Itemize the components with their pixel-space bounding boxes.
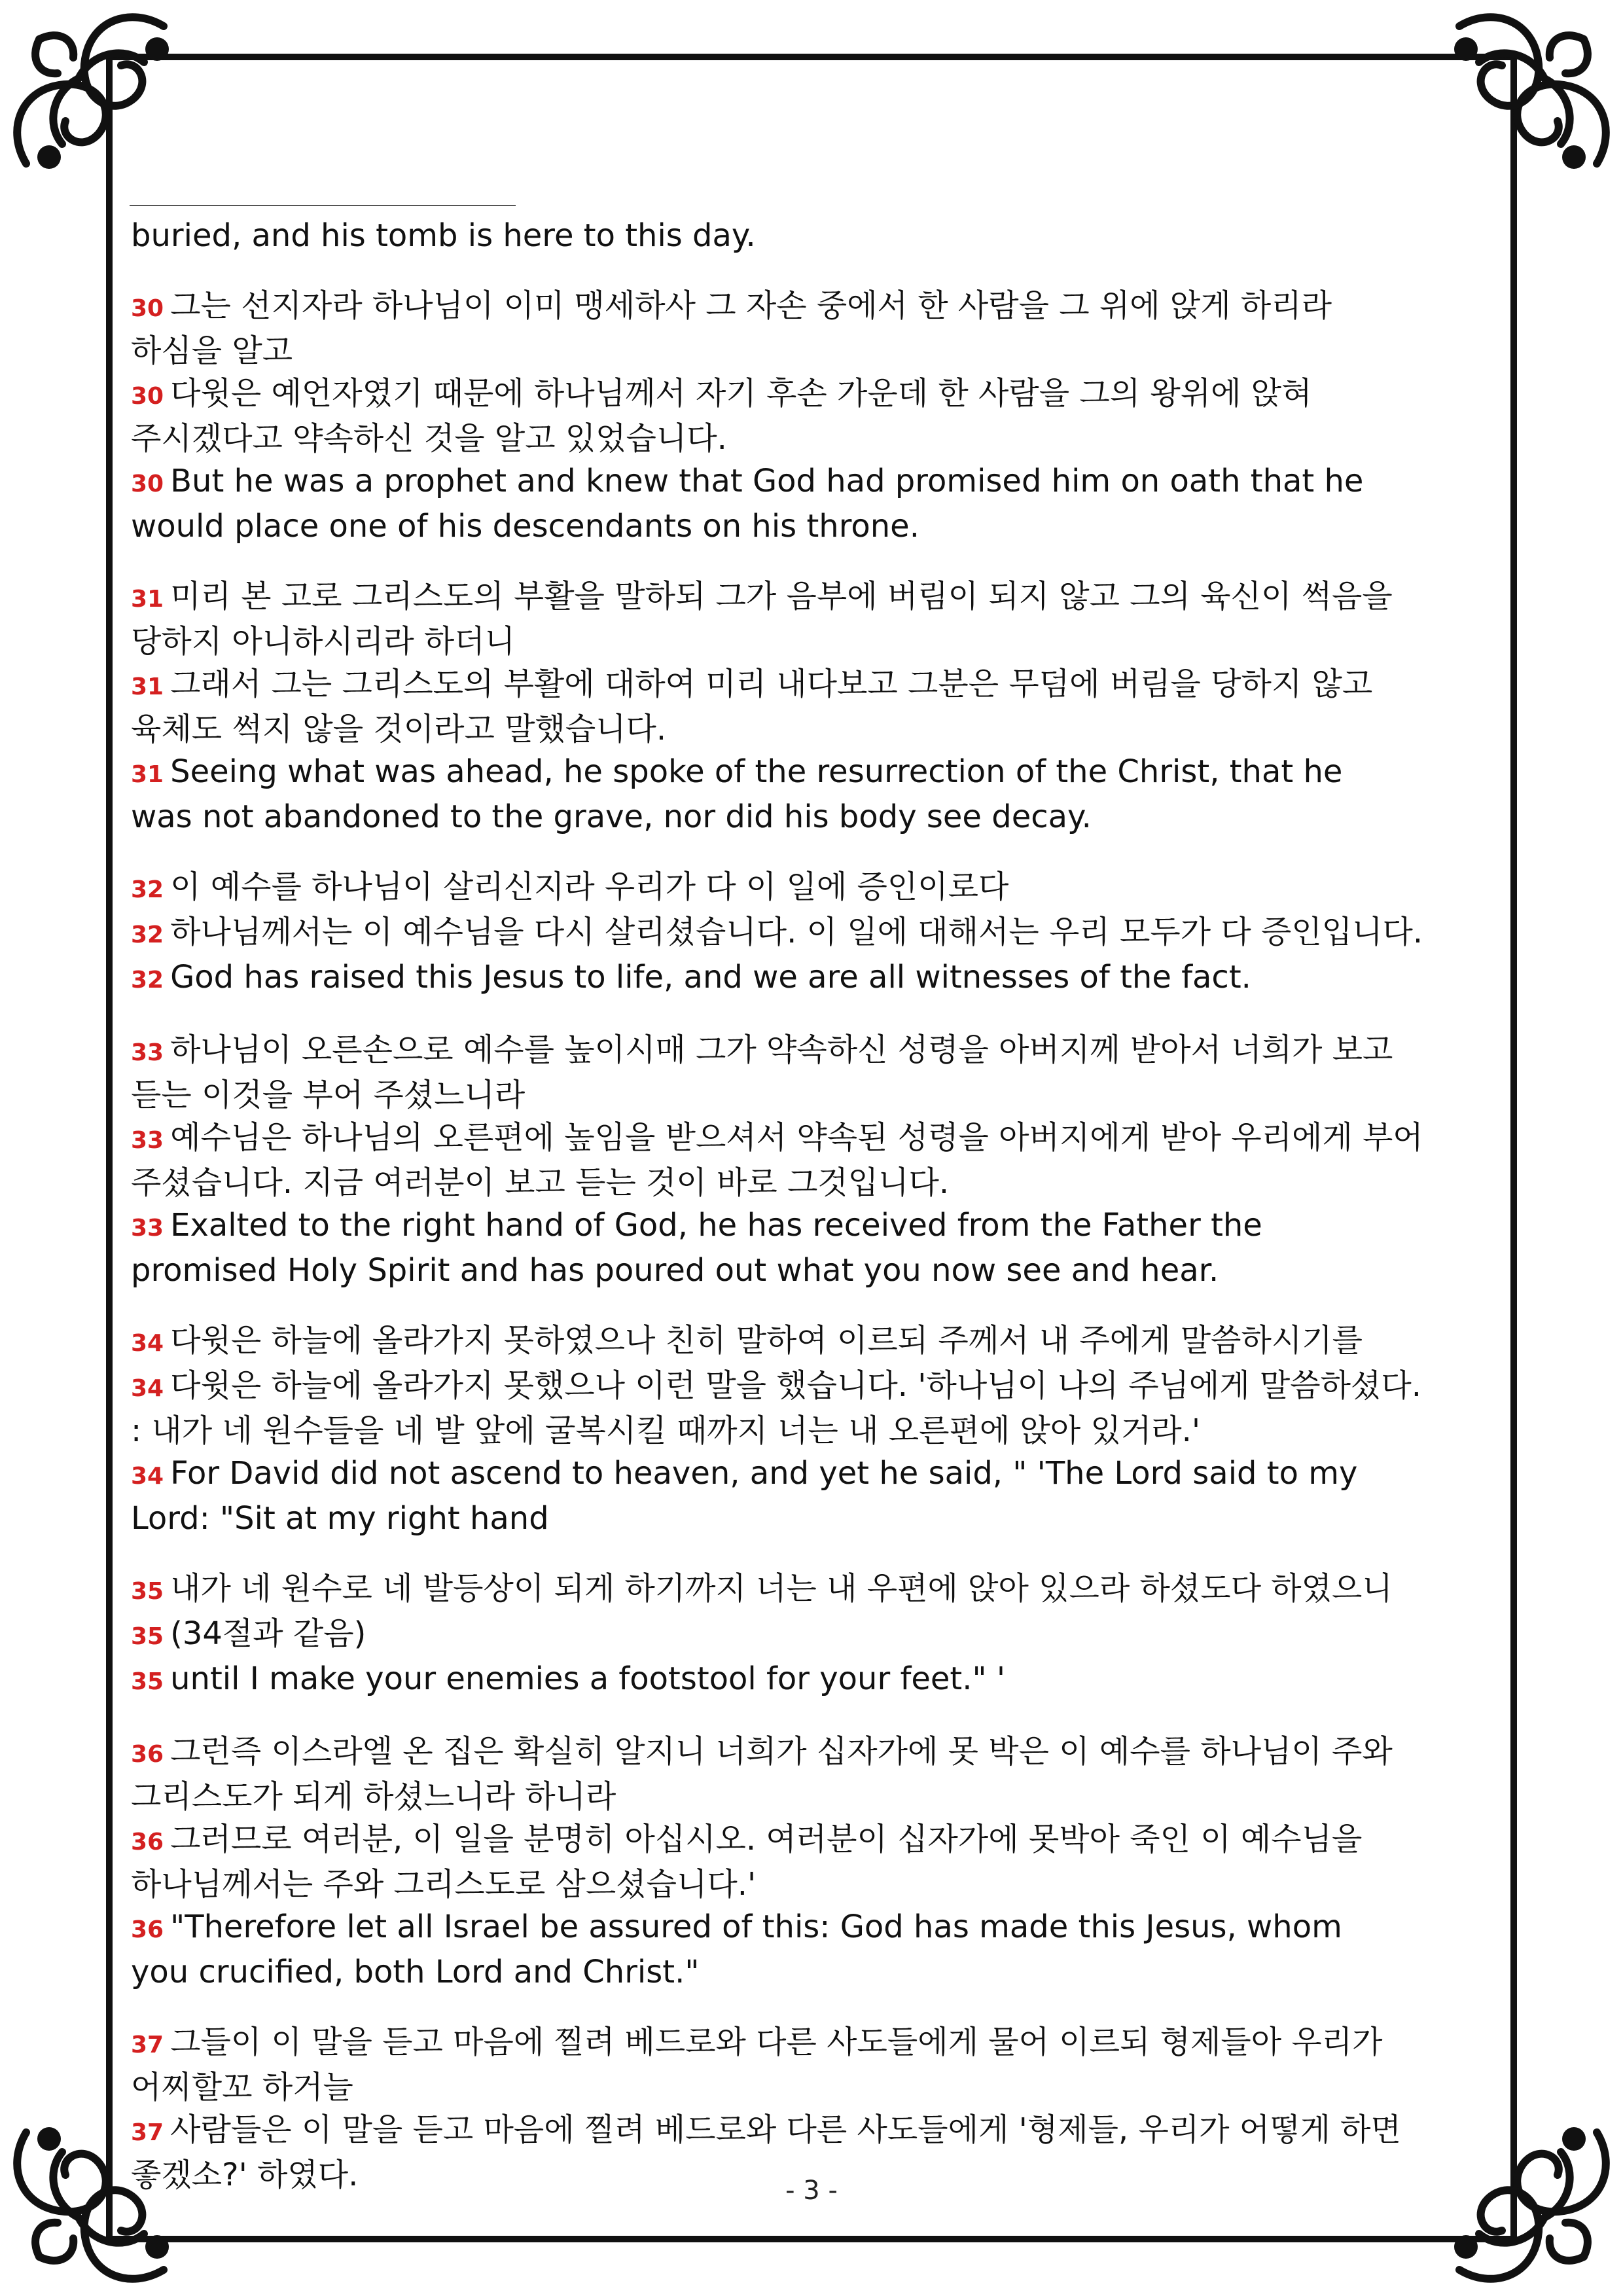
verse-line-english (131, 956, 1499, 1001)
corner-ornament-top-left (0, 0, 216, 216)
verse-number: 36 (131, 1829, 164, 1856)
verse-text: 다윗은 하늘에 올라가지 못하였으나 친히 말하여 이르되 주께서 내 주에게 말씀하시기를 (170, 1322, 1363, 1359)
verse-text: Lord: "Sit at my right hand (131, 1500, 549, 1537)
verse-line-english (131, 1249, 1499, 1292)
verse-line-english (131, 505, 1499, 548)
verse-text: 그들이 이 말을 듣고 마음에 찔려 베드로와 다른 사도들에게 물어 이르되 형제들아 우리가 (170, 2024, 1383, 2060)
verse-line-korean-modern (131, 1613, 1499, 1658)
verse-line-english (131, 1452, 1499, 1498)
verse-text-column (131, 215, 1499, 2197)
verse-text: 주시겠다고 약속하신 것을 알고 있었습니다. (131, 420, 727, 457)
verse-text: But he was a prophet and knew that God had promised him on oath that he (170, 463, 1364, 499)
verse-number: 31 (131, 761, 164, 788)
verse-text: 주셨습니다. 지금 여러분이 보고 듣는 것이 바로 그것입니다. (131, 1164, 950, 1201)
verse-text: For David did not ascend to heaven, and yet he said, " 'The Lord said to my (170, 1455, 1358, 1492)
verse-text: 내가 네 원수로 네 발등상이 되게 하기까지 너는 내 우편에 앉아 있으라 하셨도다 하였으니 (170, 1570, 1393, 1607)
verse-text: 다윗은 하늘에 올라가지 못했으나 이런 말을 했습니다. '하나님이 나의 주님에게 말씀하셨다. (170, 1367, 1422, 1404)
verse-text: 그리스도가 되게 하셨느니라 하니라 (131, 1778, 616, 1815)
verse-line-korean-traditional (131, 1319, 1499, 1365)
verse-text: 이 예수를 하나님이 살리신지라 우리가 다 이 일에 증인이로다 (170, 869, 1009, 905)
verse-number: 30 (131, 383, 164, 410)
verse-number: 36 (131, 1916, 164, 1943)
verse-block (131, 575, 1499, 838)
verse-block (131, 1568, 1499, 1703)
verse-number: 35 (131, 1668, 164, 1695)
verse-line-korean-modern (131, 1863, 1499, 1906)
verse-text: (34절과 같음) (170, 1615, 366, 1652)
verse-text: 그런즉 이스라엘 온 집은 확실히 알지니 너희가 십자가에 못 박은 이 예수를 하나님이 주와 (170, 1733, 1393, 1770)
verse-line-korean-modern (131, 1117, 1499, 1162)
verse-line-korean-traditional (131, 1568, 1499, 1613)
verse-text: Exalted to the right hand of God, he has received from the Father the (170, 1207, 1262, 1244)
verse-text: 하심을 알고 (131, 332, 293, 369)
verse-number: 34 (131, 1330, 164, 1357)
verse-list (131, 285, 1499, 2197)
verse-block (131, 2021, 1499, 2197)
verse-number: 32 (131, 922, 164, 948)
verse-line-korean-traditional (131, 575, 1499, 620)
verse-text: 하나님께서는 주와 그리스도로 삼으셨습니다.' (131, 1866, 757, 1903)
verse-number: 35 (131, 1623, 164, 1650)
top-divider-rule (130, 205, 516, 206)
verse-text: 어찌할꼬 하거늘 (131, 2069, 353, 2106)
verse-text: 육체도 썩지 않을 것이라고 말했습니다. (131, 711, 667, 747)
verse-line-english (131, 1498, 1499, 1540)
verse-block (131, 1029, 1499, 1292)
verse-line-korean-traditional (131, 330, 1499, 372)
corner-ornament-top-right (1407, 0, 1623, 216)
verse-text: 다윗은 예언자였기 때문에 하나님께서 자기 후손 가운데 한 사람을 그의 왕위에 앉혀 (170, 375, 1312, 412)
verse-text: 미리 본 고로 그리스도의 부활을 말하되 그가 음부에 버림이 되지 않고 그의 육신이 썩음을 (170, 578, 1393, 615)
verse-number: 37 (131, 2119, 164, 2146)
verse-line-korean-traditional (131, 285, 1499, 330)
verse-number: 35 (131, 1578, 164, 1605)
verse-line-korean-modern (131, 1162, 1499, 1204)
verse-text: 그는 선지자라 하나님이 이미 맹세하사 그 자손 중에서 한 사람을 그 위에 앉게 하리라 (170, 287, 1332, 324)
verse-block (131, 285, 1499, 548)
verse-number: 31 (131, 586, 164, 613)
verse-number: 33 (131, 1127, 164, 1154)
verse-line-korean-modern (131, 2109, 1499, 2154)
verse-text: promised Holy Spirit and has poured out what you now see and hear. (131, 1252, 1219, 1289)
verse-text: 그러므로 여러분, 이 일을 분명히 아십시오. 여러분이 십자가에 못박아 죽인 이 예수님을 (170, 1821, 1363, 1857)
verse-line-english (131, 1658, 1499, 1703)
verse-line-korean-modern (131, 418, 1499, 460)
verse-line-korean-traditional (131, 1029, 1499, 1074)
verse-number: 36 (131, 1741, 164, 1768)
verse-text: "Therefore let all Israel be assured of this: God has made this Jesus, whom (170, 1909, 1342, 1945)
verse-line-korean-modern (131, 1818, 1499, 1863)
verse-line-korean-modern (131, 1365, 1499, 1410)
verse-line-korean-modern (131, 911, 1499, 956)
verse-text: 예수님은 하나님의 오른편에 높임을 받으셔서 약속된 성령을 아버지에게 받아 우리에게 부어 (170, 1119, 1423, 1156)
verse-number: 34 (131, 1375, 164, 1402)
verse-number: 31 (131, 673, 164, 700)
verse-text: Seeing what was ahead, he spoke of the resurrection of the Christ, that he (170, 753, 1343, 790)
verse-text: 하나님이 오른손으로 예수를 높이시매 그가 약속하신 성령을 아버지께 받아서 너희가 보고 (170, 1031, 1393, 1068)
verse-line-korean-traditional (131, 866, 1499, 911)
verse-block (131, 1319, 1499, 1540)
verse-number: 33 (131, 1215, 164, 1242)
verse-text: 하나님께서는 이 예수님을 다시 살리셨습니다. 이 일에 대해서는 우리 모두가 다 증인입니다. (170, 914, 1423, 950)
verse-text: 당하지 아니하시리라 하더니 (131, 623, 515, 660)
verse-line-english (131, 1906, 1499, 1951)
verse-number: 32 (131, 967, 164, 994)
verse-line-english (131, 751, 1499, 796)
verse-text: 사람들은 이 말을 듣고 마음에 찔려 베드로와 다른 사도들에게 '형제들, 우리가 어떻게 하면 (170, 2111, 1401, 2148)
verse-number: 30 (131, 295, 164, 322)
verse-line-korean-modern (131, 708, 1499, 751)
verse-text: until I make your enemies a footstool for your feet." ' (170, 1660, 1006, 1697)
verse-block (131, 1731, 1499, 1994)
verse-text: 그래서 그는 그리스도의 부활에 대하여 미리 내다보고 그분은 무덤에 버림을 당하지 않고 (170, 666, 1373, 702)
verse-number: 30 (131, 471, 164, 497)
verse-text: God has raised this Jesus to life, and we are all witnesses of the fact. (170, 959, 1251, 996)
verse-line-english (131, 796, 1499, 838)
verse-line-english (131, 460, 1499, 505)
verse-number: 37 (131, 2032, 164, 2058)
verse-text: you crucified, both Lord and Christ." (131, 1954, 700, 1990)
verse-line-korean-traditional (131, 2066, 1499, 2109)
verse-line-korean-traditional (131, 620, 1499, 663)
verse-number: 34 (131, 1463, 164, 1490)
verse-text: 듣는 이것을 부어 주셨느니라 (131, 1077, 526, 1113)
verse-line-korean-modern (131, 663, 1499, 708)
verse-block (131, 866, 1499, 1001)
verse-text: 좋겠소?' 하였다. (131, 2157, 359, 2193)
verse-line-korean-traditional (131, 1074, 1499, 1117)
verse-text: was not abandoned to the grave, nor did his body see decay. (131, 798, 1092, 835)
verse-line-korean-traditional (131, 2021, 1499, 2066)
verse-line-korean-modern (131, 1410, 1499, 1452)
verse-line-korean-traditional (131, 1776, 1499, 1818)
verse-line-english (131, 1204, 1499, 1249)
page-number: - 3 - (785, 2176, 838, 2206)
verse-line-korean-traditional (131, 1731, 1499, 1776)
verse-number: 32 (131, 876, 164, 903)
verse-text: : 내가 네 원수들을 네 발 앞에 굴복시킬 때까지 너는 내 오른편에 앉아 있거라.' (131, 1412, 1201, 1449)
verse-line-korean-modern (131, 372, 1499, 418)
verse-text: would place one of his descendants on his throne. (131, 508, 919, 545)
verse-line-english (131, 1951, 1499, 1994)
verse-number: 33 (131, 1039, 164, 1066)
carryover-line: buried, and his tomb is here to this day. (131, 217, 756, 254)
